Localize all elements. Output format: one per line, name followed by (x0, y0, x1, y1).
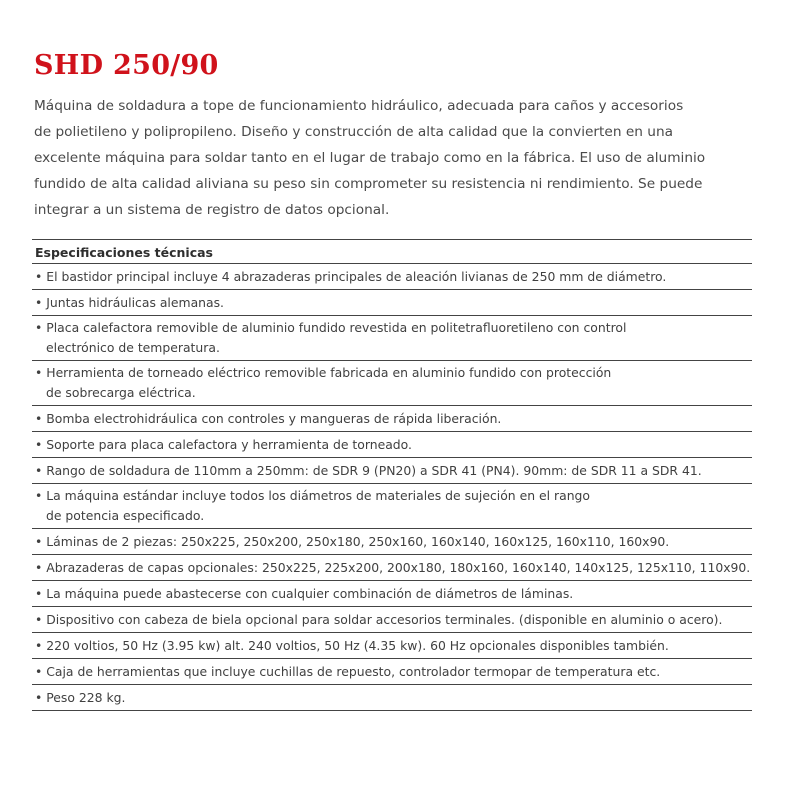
spec-text: • Láminas de 2 piezas: 250x225, 250x200, 250x180, 250x160, 160x140, 160x125, 160x110, 160x90. (35, 533, 670, 549)
description-line: Máquina de soldadura a tope de funcionamiento hidráulico, adecuada para caños y accesorios (34, 98, 684, 114)
spec-text: • El bastidor principal incluye 4 abrazaderas principales de aleación livianas de 250 mm de diámetro. (35, 268, 667, 284)
spec-row (32, 406, 752, 432)
spec-row (32, 529, 752, 555)
spec-row (32, 633, 752, 659)
description-line: fundido de alta calidad aliviana su peso sin comprometer su resistencia ni rendimiento. Se puede (34, 176, 703, 192)
description-line: integrar a un sistema de registro de datos opcional. (34, 202, 390, 218)
spec-row (32, 659, 752, 685)
spec-text: • Peso 228 kg. (35, 689, 126, 705)
spec-text: • Abrazaderas de capas opcionales: 250x225, 225x200, 200x180, 180x160, 160x140, 140x125, 125x110, 110x90. (35, 559, 751, 575)
spec-text: • La máquina estándar incluye todos los diámetros de materiales de sujeción en el rango (35, 488, 591, 503)
spec-row (32, 607, 752, 633)
description-line: de polietileno y polipropileno. Diseño y construcción de alta calidad que la convierten en una (34, 124, 674, 140)
spec-row (32, 361, 752, 406)
spec-row (32, 316, 752, 361)
spec-row (32, 264, 752, 290)
specs-table (32, 239, 752, 711)
spec-text: • Herramienta de torneado eléctrico removible fabricada en aluminio fundido con protección (35, 365, 612, 380)
spec-text: • 220 voltios, 50 Hz (3.95 kw) alt. 240 voltios, 50 Hz (4.35 kw). 60 Hz opcionales disponibles también. (35, 637, 669, 653)
spec-row (32, 290, 752, 316)
spec-text: • Dispositivo con cabeza de biela opcional para soldar accesorios terminales. (disponible en aluminio o acero). (35, 611, 723, 627)
spec-text: • Bomba electrohidráulica con controles y mangueras de rápida liberación. (35, 410, 502, 426)
spec-text: • Soporte para placa calefactora y herramienta de torneado. (35, 436, 412, 452)
spec-row (32, 685, 752, 711)
spec-text: • Juntas hidráulicas alemanas. (35, 294, 224, 310)
spec-text-continued: de sobrecarga eléctrica. (46, 385, 196, 400)
spec-row (32, 458, 752, 484)
spec-text: • Placa calefactora removible de aluminio fundido revestida en politetrafluoretileno con control (35, 320, 627, 335)
spec-text: • Rango de soldadura de 110mm a 250mm: de SDR 9 (PN20) a SDR 41 (PN4). 90mm: de SDR 11 a SDR 41. (35, 462, 702, 478)
spec-row (32, 555, 752, 581)
product-description (34, 93, 774, 223)
specs-header: Especificaciones técnicas (32, 240, 752, 264)
spec-row (32, 432, 752, 458)
spec-row (32, 581, 752, 607)
spec-text: • La máquina puede abastecerse con cualquier combinación de diámetros de láminas. (35, 585, 574, 601)
description-line: excelente máquina para soldar tanto en el lugar de trabajo como en la fábrica. El uso de aluminio (34, 150, 706, 166)
product-title: SHD 250/90 (34, 50, 219, 81)
spec-text-continued: de potencia especificado. (46, 508, 205, 523)
spec-row (32, 484, 752, 529)
spec-text-continued: electrónico de temperatura. (46, 340, 220, 355)
spec-text: • Caja de herramientas que incluye cuchillas de repuesto, controlador termopar de temperatura etc. (35, 663, 661, 679)
